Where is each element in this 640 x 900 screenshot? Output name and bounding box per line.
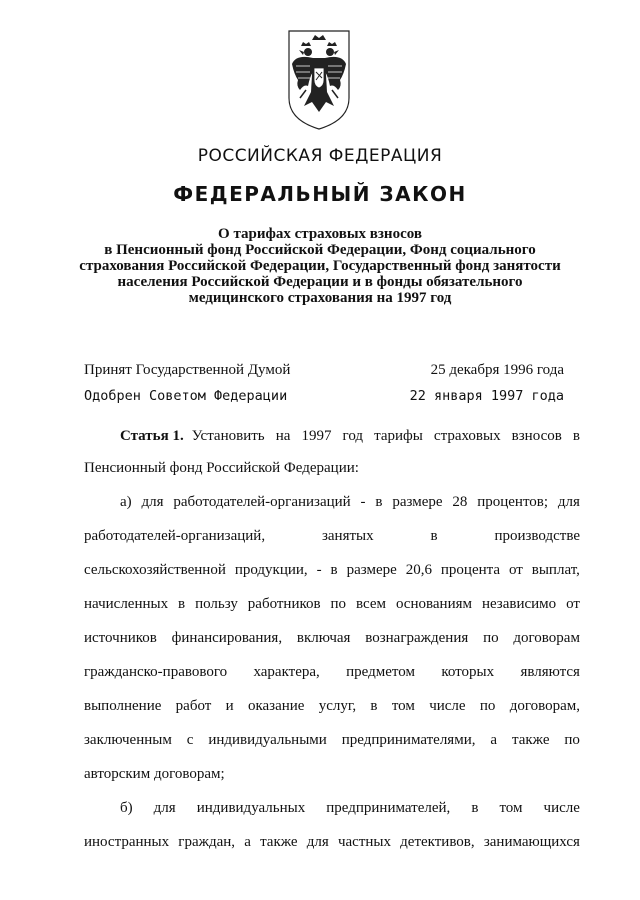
country-heading: РОССИЙСКАЯ ФЕДЕРАЦИЯ bbox=[197, 146, 443, 166]
approved-date: 22 января 1997 года bbox=[409, 388, 564, 404]
word: числе bbox=[543, 800, 580, 816]
word: - bbox=[316, 562, 322, 578]
word: гражданско-правового bbox=[84, 664, 228, 680]
word: сельскохозяйственной bbox=[84, 562, 226, 578]
word: занимающихся bbox=[483, 834, 580, 850]
para-a-line bbox=[84, 698, 580, 715]
word: договорам, bbox=[509, 698, 580, 714]
word: пользу bbox=[195, 596, 238, 612]
approval-row bbox=[84, 388, 564, 404]
para-a-line bbox=[84, 732, 580, 749]
word: том bbox=[391, 698, 415, 714]
word: в bbox=[330, 562, 338, 578]
word: числе bbox=[429, 698, 466, 714]
word: для bbox=[153, 800, 176, 816]
coat-of-arms-emblem bbox=[286, 28, 352, 132]
word: в bbox=[370, 698, 378, 714]
title-line: страхования Российской Федерации, Государственный фонд занятости bbox=[79, 258, 561, 274]
word: для bbox=[557, 494, 580, 510]
word: от bbox=[566, 596, 580, 612]
para-a-line bbox=[84, 630, 580, 647]
title-line: населения Российской Федерации и в фонды обязательного bbox=[117, 274, 523, 290]
word: а) bbox=[120, 494, 132, 510]
word: и bbox=[225, 698, 234, 714]
word: страховых bbox=[433, 428, 501, 444]
word: по bbox=[479, 698, 496, 714]
word: в bbox=[178, 596, 186, 612]
word: частных bbox=[337, 834, 391, 850]
word: том bbox=[499, 800, 523, 816]
word: выплат, bbox=[531, 562, 580, 578]
word: для bbox=[141, 494, 164, 510]
word: взносов bbox=[511, 428, 562, 444]
article-heading: Статья 1. bbox=[120, 428, 184, 444]
word: также bbox=[260, 834, 298, 850]
para-a-line bbox=[84, 528, 580, 545]
title-line: О тарифах страховых взносов bbox=[218, 226, 422, 242]
word: основаниям bbox=[395, 596, 472, 612]
word: характера, bbox=[253, 664, 320, 680]
para-a-line bbox=[120, 494, 580, 511]
word: начисленных bbox=[84, 596, 169, 612]
word: индивидуальных bbox=[196, 800, 306, 816]
word: предметом bbox=[346, 664, 415, 680]
word: граждан, bbox=[178, 834, 236, 850]
word: независимо bbox=[481, 596, 557, 612]
word: продукции, bbox=[234, 562, 308, 578]
word: в bbox=[471, 800, 479, 816]
text-line bbox=[192, 428, 580, 445]
word: а bbox=[490, 732, 498, 748]
word: производстве bbox=[494, 528, 580, 544]
word: тарифы bbox=[374, 428, 423, 444]
word: всем bbox=[356, 596, 386, 612]
word: иностранных bbox=[84, 834, 170, 850]
word: год bbox=[342, 428, 364, 444]
word: являются bbox=[520, 664, 580, 680]
title-line: медицинского страхования на 1997 год bbox=[188, 290, 452, 306]
word: оказание bbox=[247, 698, 305, 714]
word: в bbox=[375, 494, 383, 510]
word: предпринимателей, bbox=[326, 800, 451, 816]
word: работ bbox=[175, 698, 212, 714]
word: процента bbox=[440, 562, 501, 578]
word: по bbox=[330, 596, 347, 612]
word: размере bbox=[392, 494, 443, 510]
adoption-row bbox=[84, 362, 564, 379]
word: процентов; bbox=[477, 494, 549, 510]
word: в bbox=[430, 528, 438, 544]
word: источников bbox=[84, 630, 157, 646]
word: финансирования, bbox=[171, 630, 283, 646]
word: на bbox=[275, 428, 291, 444]
word: выполнение bbox=[84, 698, 162, 714]
word: договорам bbox=[513, 630, 580, 646]
law-type-heading: ФЕДЕРАЛЬНЫЙ ЗАКОН bbox=[173, 182, 467, 206]
para-b-line bbox=[84, 834, 580, 851]
para-a-line bbox=[84, 562, 580, 579]
word: в bbox=[572, 428, 580, 444]
word: занятых bbox=[321, 528, 374, 544]
word: предпринимателями, bbox=[341, 732, 476, 748]
word: размере bbox=[346, 562, 397, 578]
word: б) bbox=[120, 800, 133, 816]
word: 20,6 bbox=[405, 562, 432, 578]
word: также bbox=[511, 732, 550, 748]
word: индивидуальными bbox=[208, 732, 327, 748]
adopted-label: Принят Государственной Думой bbox=[84, 362, 291, 378]
word: включая bbox=[296, 630, 351, 646]
word: работников bbox=[247, 596, 321, 612]
para-a-line bbox=[84, 664, 580, 681]
word: с bbox=[186, 732, 194, 748]
word: детективов, bbox=[400, 834, 475, 850]
word: - bbox=[360, 494, 366, 510]
word: 1997 bbox=[301, 428, 332, 444]
word: по bbox=[564, 732, 580, 748]
word: которых bbox=[441, 664, 495, 680]
word: заключенным bbox=[84, 732, 172, 748]
title-line: в Пенсионный фонд Российской Федерации, Фонд социального bbox=[104, 242, 536, 258]
article-1-first-line bbox=[120, 428, 580, 445]
word: от bbox=[508, 562, 523, 578]
para-a-line: авторским договорам; bbox=[84, 766, 225, 782]
word: 28 bbox=[452, 494, 468, 510]
text-line: Пенсионный фонд Российской Федерации: bbox=[84, 460, 359, 476]
word: работодателей-организаций, bbox=[84, 528, 266, 544]
word: а bbox=[244, 834, 251, 850]
word: услуг, bbox=[318, 698, 357, 714]
adopted-date: 25 декабря 1996 года bbox=[430, 362, 564, 378]
para-b-line bbox=[120, 800, 580, 817]
word: вознаграждения bbox=[365, 630, 469, 646]
word: Установить bbox=[191, 428, 265, 444]
word: работодателей-организаций bbox=[173, 494, 351, 510]
para-a-line bbox=[84, 596, 580, 613]
approved-label: Одобрен Советом Федерации bbox=[84, 388, 288, 404]
word: по bbox=[483, 630, 499, 646]
law-title bbox=[60, 226, 580, 306]
word: для bbox=[306, 834, 329, 850]
